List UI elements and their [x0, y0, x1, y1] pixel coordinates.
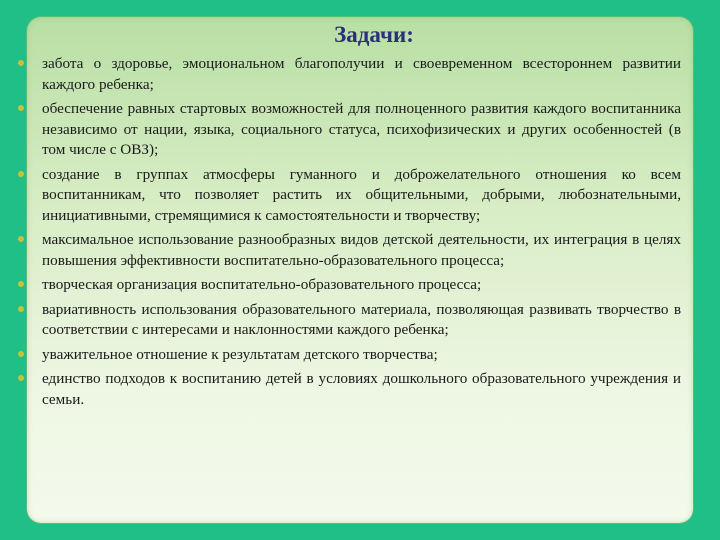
bullet-dot-icon	[18, 306, 24, 312]
bullet-dot-icon	[18, 351, 24, 357]
slide-title: Задачи:	[334, 22, 414, 47]
list-item-text: единство подходов к воспитанию детей в условиях дошкольного образовательного учреждения и семьи.	[42, 370, 681, 408]
task-list	[42, 54, 681, 414]
list-item	[42, 369, 681, 410]
list-item-text: создание в группах атмосферы гуманного и доброжелательного отношения ко всем воспитанникам, что позволяет растить их общительными, добрыми, любознательными, инициативными, стремящимися к самостоятельности и творчеству;	[42, 165, 681, 224]
list-item	[42, 165, 681, 227]
list-item-text: максимальное использование разнообразных видов детской деятельности, их интеграция в целях повышения эффективности воспитательно-образовательного процесса;	[42, 231, 681, 269]
list-item-text: творческая организация воспитательно-образовательного процесса;	[42, 276, 482, 293]
list-item-text: уважительное отношение к результатам детского творчества;	[42, 345, 438, 363]
list-item	[42, 54, 681, 95]
bullet-dot-icon	[18, 375, 24, 381]
bullet-dot-icon	[18, 281, 24, 287]
list-item	[42, 230, 681, 271]
list-item	[42, 275, 681, 296]
list-item-text: обеспечение равных стартовых возможностей для полноценного развития каждого воспитанника независимо от нации, языка, социального статуса, психофизических и других особенностей (в том числе с ОВЗ);	[42, 100, 681, 158]
list-item	[42, 99, 681, 161]
bullet-dot-icon	[18, 105, 24, 111]
list-item	[42, 300, 681, 341]
bullet-dot-icon	[18, 60, 24, 66]
list-item-text: вариативность использования образовательного материала, позволяющая развивать творчество в соответствии с интересами и наклонностями каждого ребенка;	[42, 300, 681, 338]
list-item-text: забота о здоровье, эмоциональном благополучии и своевременном всестороннем развитии каждого ребенка;	[42, 55, 681, 93]
bullet-dot-icon	[18, 236, 24, 242]
bullet-dot-icon	[18, 171, 24, 177]
list-item	[42, 345, 681, 366]
